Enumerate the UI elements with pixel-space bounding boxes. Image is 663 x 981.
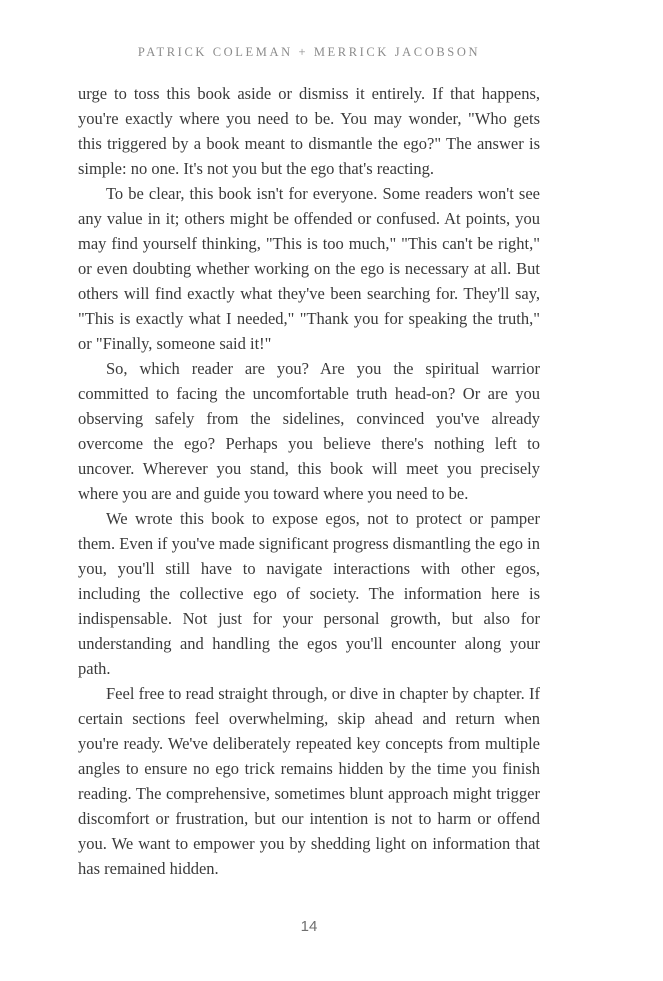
paragraph: Feel free to read straight through, or dive in chapter by chapter. If certain sections feel overwhelming, skip ahead and return when you're ready. We've deliberately repeated key concepts from multiple angles to ensure no ego trick remains hidden by the time you finish reading. The comprehensive, sometimes blunt approach might trigger discomfort or frustration, but our intention is not to harm or offend you. We want to empower you by shedding light on information that has remained hidden. (78, 684, 540, 878)
running-header: PATRICK COLEMAN + MERRICK JACOBSON (137, 45, 481, 59)
body-text (78, 81, 540, 881)
paragraph: To be clear, this book isn't for everyone. Some readers won't see any value in it; others might be offended or confused. At points, you may find yourself thinking, "This is too much," "This can't be right," or even doubting whether working on the ego is necessary at all. But others will find exactly what they've been searching for. They'll say, "This is exactly what I needed," "Thank you for speaking the truth," or "Finally, someone said it!" (78, 184, 540, 353)
paragraph: urge to toss this book aside or dismiss it entirely. If that happens, you're exactly where you need to be. You may wonder, "Who gets this triggered by a book meant to dismantle the ego?" The answer is simple: no one. It's not you but the ego that's reacting. (78, 84, 540, 178)
page-number: 14 (300, 918, 318, 935)
paragraph: We wrote this book to expose egos, not to protect or pamper them. Even if you've made significant progress dismantling the ego in you, you'll still have to navigate interactions with other egos, including the collective ego of society. The information here is indispensable. Not just for your personal growth, but also for understanding and handling the egos you'll encounter along your path. (78, 509, 540, 678)
paragraph: So, which reader are you? Are you the spiritual warrior committed to facing the uncomfortable truth head-on? Or are you observing safely from the sidelines, convinced you've already overcome the ego? Perhaps you believe there's nothing left to uncover. Wherever you stand, this book will meet you precisely where you are and guide you toward where you need to be. (78, 359, 540, 503)
